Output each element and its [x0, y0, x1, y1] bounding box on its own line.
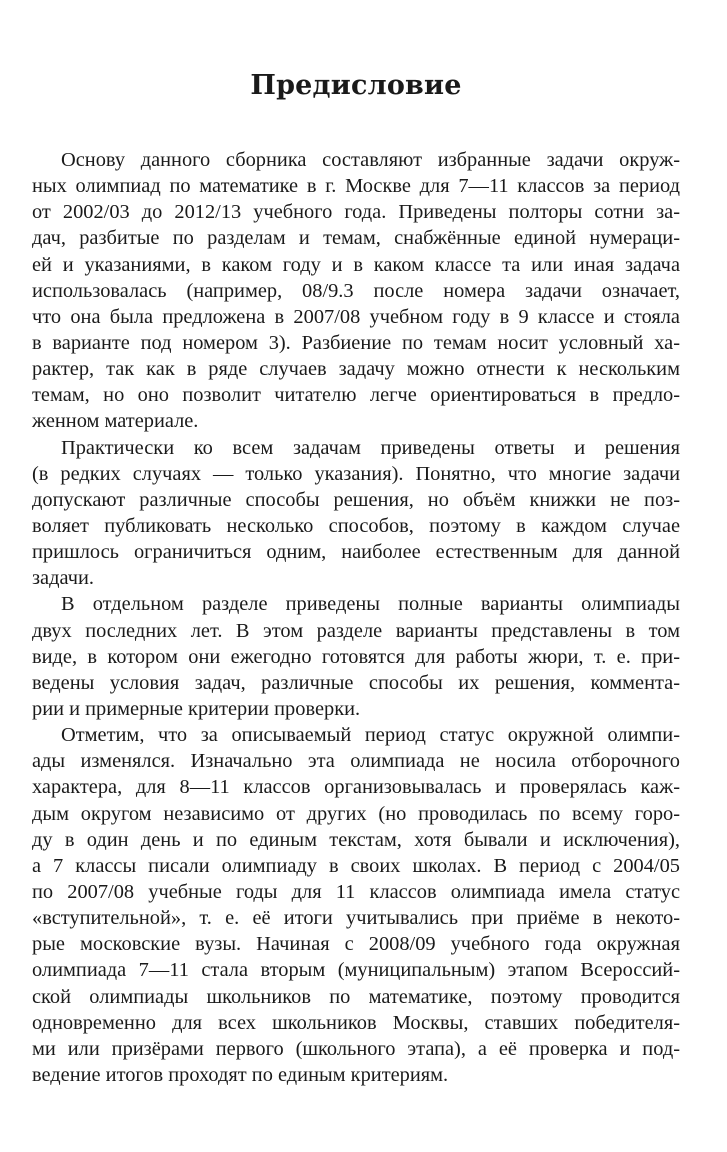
preface-text — [32, 147, 680, 1088]
paragraph — [32, 435, 680, 592]
text-line: рактер, так как в ряде случаев задачу можно отнести к нескольким — [32, 358, 680, 381]
text-line: задачи. — [32, 567, 94, 590]
text-line: «вступительной», т. е. её итоги учитывались при приёме в некото- — [32, 907, 680, 930]
paragraph — [32, 722, 680, 1088]
text-line: ведение итогов проходят по единым критериям. — [32, 1063, 449, 1086]
paragraph — [32, 147, 680, 435]
text-line: ской олимпиады школьников по математике, поэтому проводится — [32, 985, 680, 1008]
text-line: Отметим, что за описываемый период статус окружной олимпи- — [61, 724, 680, 747]
text-line: характера, для 8—11 классов организовывалась и проверялась каж- — [32, 776, 680, 799]
text-line: по 2007/08 учебные годы для 11 классов олимпиада имела статус — [32, 880, 680, 903]
text-line: двух последних лет. В этом разделе варианты представлены в том — [32, 619, 680, 642]
text-line: ных олимпиад по математике в г. Москве для 7—11 классов за период — [32, 175, 680, 198]
text-line: допускают различные способы решения, но объём книжки не поз- — [32, 488, 680, 511]
paragraph — [32, 591, 680, 722]
text-line: в варианте под номером 3). Разбиение по темам носит условный ха- — [32, 331, 680, 354]
text-line: В отдельном разделе приведены полные варианты олимпиады — [61, 593, 680, 616]
text-line: воляет публиковать несколько способов, поэтому в каждом случае — [32, 514, 680, 537]
text-line: пришлось ограничиться одним, наиболее естественным для данной — [32, 541, 680, 564]
text-line: что она была предложена в 2007/08 учебном году в 9 классе и стояла — [32, 305, 680, 328]
text-line: ду в один день и по единым текстам, хотя бывали и исключения), — [32, 828, 680, 851]
text-line: от 2002/03 до 2012/13 учебного года. Приведены полторы сотни за- — [32, 201, 680, 224]
page-title: Предисловие — [250, 70, 462, 101]
text-line: темам, но оно позволит читателю легче ориентироваться в предло- — [32, 384, 680, 407]
text-line: ми или призёрами первого (школьного этапа), а её проверка и под- — [32, 1037, 680, 1060]
text-line: рии и примерные критерии проверки. — [32, 697, 361, 720]
text-line: виде, в котором они ежегодно готовятся для работы жюри, т. е. при- — [32, 645, 680, 668]
text-line: Основу данного сборника составляют избранные задачи окруж- — [61, 149, 680, 171]
text-line: Практически ко всем задачам приведены ответы и решения — [61, 436, 680, 459]
text-line: олимпиада 7—11 стала вторым (муниципальным) этапом Всероссий- — [32, 959, 680, 982]
text-line: дым округом независимо от других (но проводилась по всему горо- — [32, 802, 680, 825]
text-line: рые московские вузы. Начиная с 2008/09 учебного года окружная — [32, 933, 680, 956]
text-line: ады изменялся. Изначально эта олимпиада не носила отборочного — [32, 750, 680, 773]
text-line: дач, разбитые по разделам и темам, снабжённые единой нумераци- — [32, 227, 680, 250]
text-line: использовалась (например, 08/9.3 после номера задачи означает, — [32, 279, 680, 302]
text-line: одновременно для всех школьников Москвы, ставших победителя- — [32, 1011, 680, 1034]
text-line: ведены условия задач, различные способы их решения, коммента- — [32, 671, 680, 694]
text-line: (в редких случаях — только указания). Понятно, что многие задачи — [32, 462, 680, 485]
text-line: а 7 классы писали олимпиаду в своих школах. В период с 2004/05 — [32, 854, 680, 877]
text-line: женном материале. — [32, 410, 199, 433]
text-line: ей и указаниями, в каком году и в каком классе та или иная задача — [32, 253, 680, 276]
